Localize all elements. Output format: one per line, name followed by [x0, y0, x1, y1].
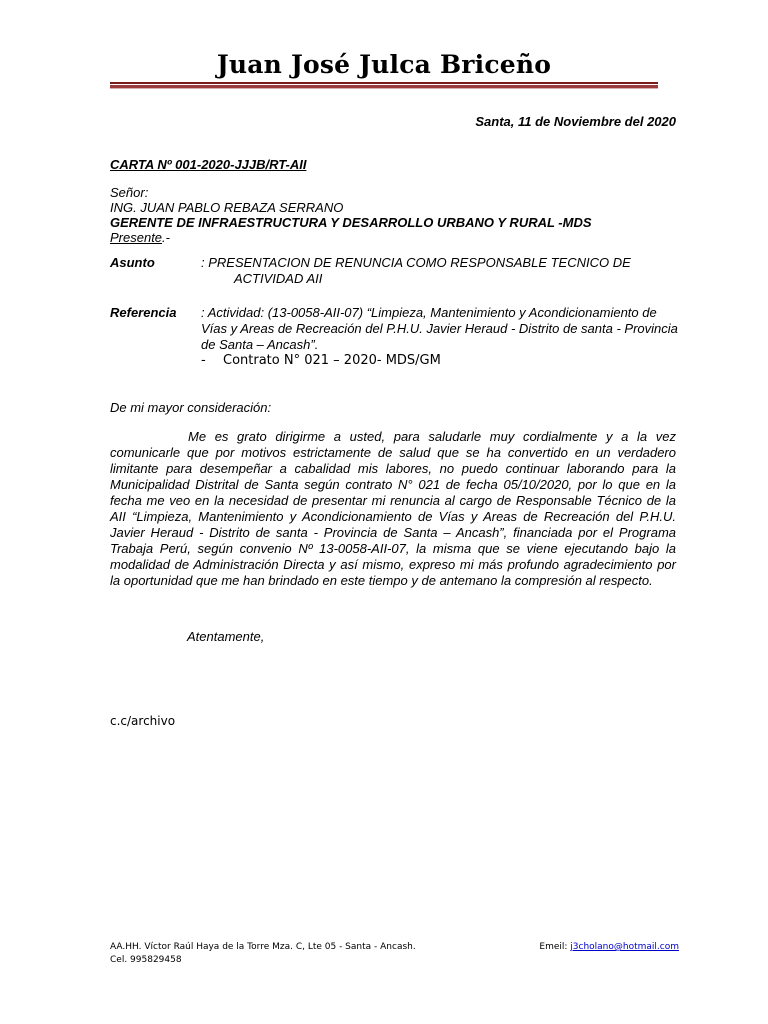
addressee-position: GERENTE DE INFRAESTRUCTURA Y DESARROLLO URBANO Y RURAL -MDS: [110, 215, 592, 230]
carbon-copy: c.c/archivo: [110, 714, 176, 728]
referencia-contrato: [201, 353, 441, 368]
greeting: De mi mayor consideración:: [110, 400, 272, 415]
asunto-label: Asunto: [110, 255, 155, 270]
footer-email-link[interactable]: j3cholano@hotmail.com: [570, 942, 679, 952]
footer-email-label: Emeil:: [539, 942, 571, 952]
letterhead-name: Juan José Julca Briceño: [216, 50, 552, 79]
addressee-block: [110, 185, 592, 245]
asunto-value: [201, 255, 679, 287]
closing: Atentamente,: [187, 629, 265, 644]
referencia-label: Referencia: [110, 305, 177, 320]
letter-reference-number: CARTA Nº 001-2020-JJJB/RT-AII: [110, 157, 307, 172]
footer-phone: Cel. 995829458: [110, 955, 182, 965]
footer-contact: [110, 941, 416, 967]
addressee-salutation: Señor:: [110, 185, 149, 200]
letterhead-rule: [110, 82, 658, 90]
letter-body: [110, 429, 676, 589]
letter-body-text: Me es grato dirigirme a usted, para saludarle muy cordialmente y a la vez comunicarle que por motivos estrictamente de salud que se ha convertido en un verdadero limitante para desempeñar a cabalidad mis labores, no puedo continuar laborando para la Municipalidad Distrital de Santa según contrato N° 021 de fecha 05/10/2020, por lo que en la fecha me veo en la necesidad de presentar mi renuncia al cargo de Responsable Técnico de la AII “Limpieza, Mantenimiento y Acondicionamiento de Vías y Areas de Recreación del P.H.U. Javier Heraud - Distrito de santa - Provincia de Santa – Ancash”, financiada por el Programa Trabaja Perú, según convenio Nº 13-0058-AII-07, la misma que se viene ejecutando bajo la modalidad de Administración Directa y así mismo, expreso mi más profundo agradecimiento por la oportunidad que me han brindado en este tiempo y de antemano la compresión al respecto.: [110, 429, 676, 588]
referencia-value: : Actividad: (13-0058-AII-07) “Limpieza, Mantenimiento y Acondicionamiento de Vías y Areas de Recreación del P.H.U. Javier Heraud - Distrito de santa - Provincia de Santa – Ancash”.: [201, 305, 678, 352]
asunto-line-1: : PRESENTACION DE RENUNCIA COMO RESPONSABLE TECNICO DE: [201, 255, 631, 270]
referencia-bullet: -: [201, 353, 206, 368]
footer-address: AA.HH. Víctor Raúl Haya de la Torre Mza. C, Lte 05 - Santa - Ancash.: [110, 942, 416, 952]
addressee-name: ING. JUAN PABLO REBAZA SERRANO: [110, 200, 344, 215]
contrato-text: Contrato N° 021 – 2020- MDS/GM: [223, 353, 441, 368]
asunto-line-2: ACTIVIDAD AII: [234, 271, 323, 286]
addressee-presente: Presente.-: [110, 230, 170, 245]
footer-email: [539, 941, 679, 954]
letter-date: Santa, 11 de Noviembre del 2020: [475, 114, 676, 129]
